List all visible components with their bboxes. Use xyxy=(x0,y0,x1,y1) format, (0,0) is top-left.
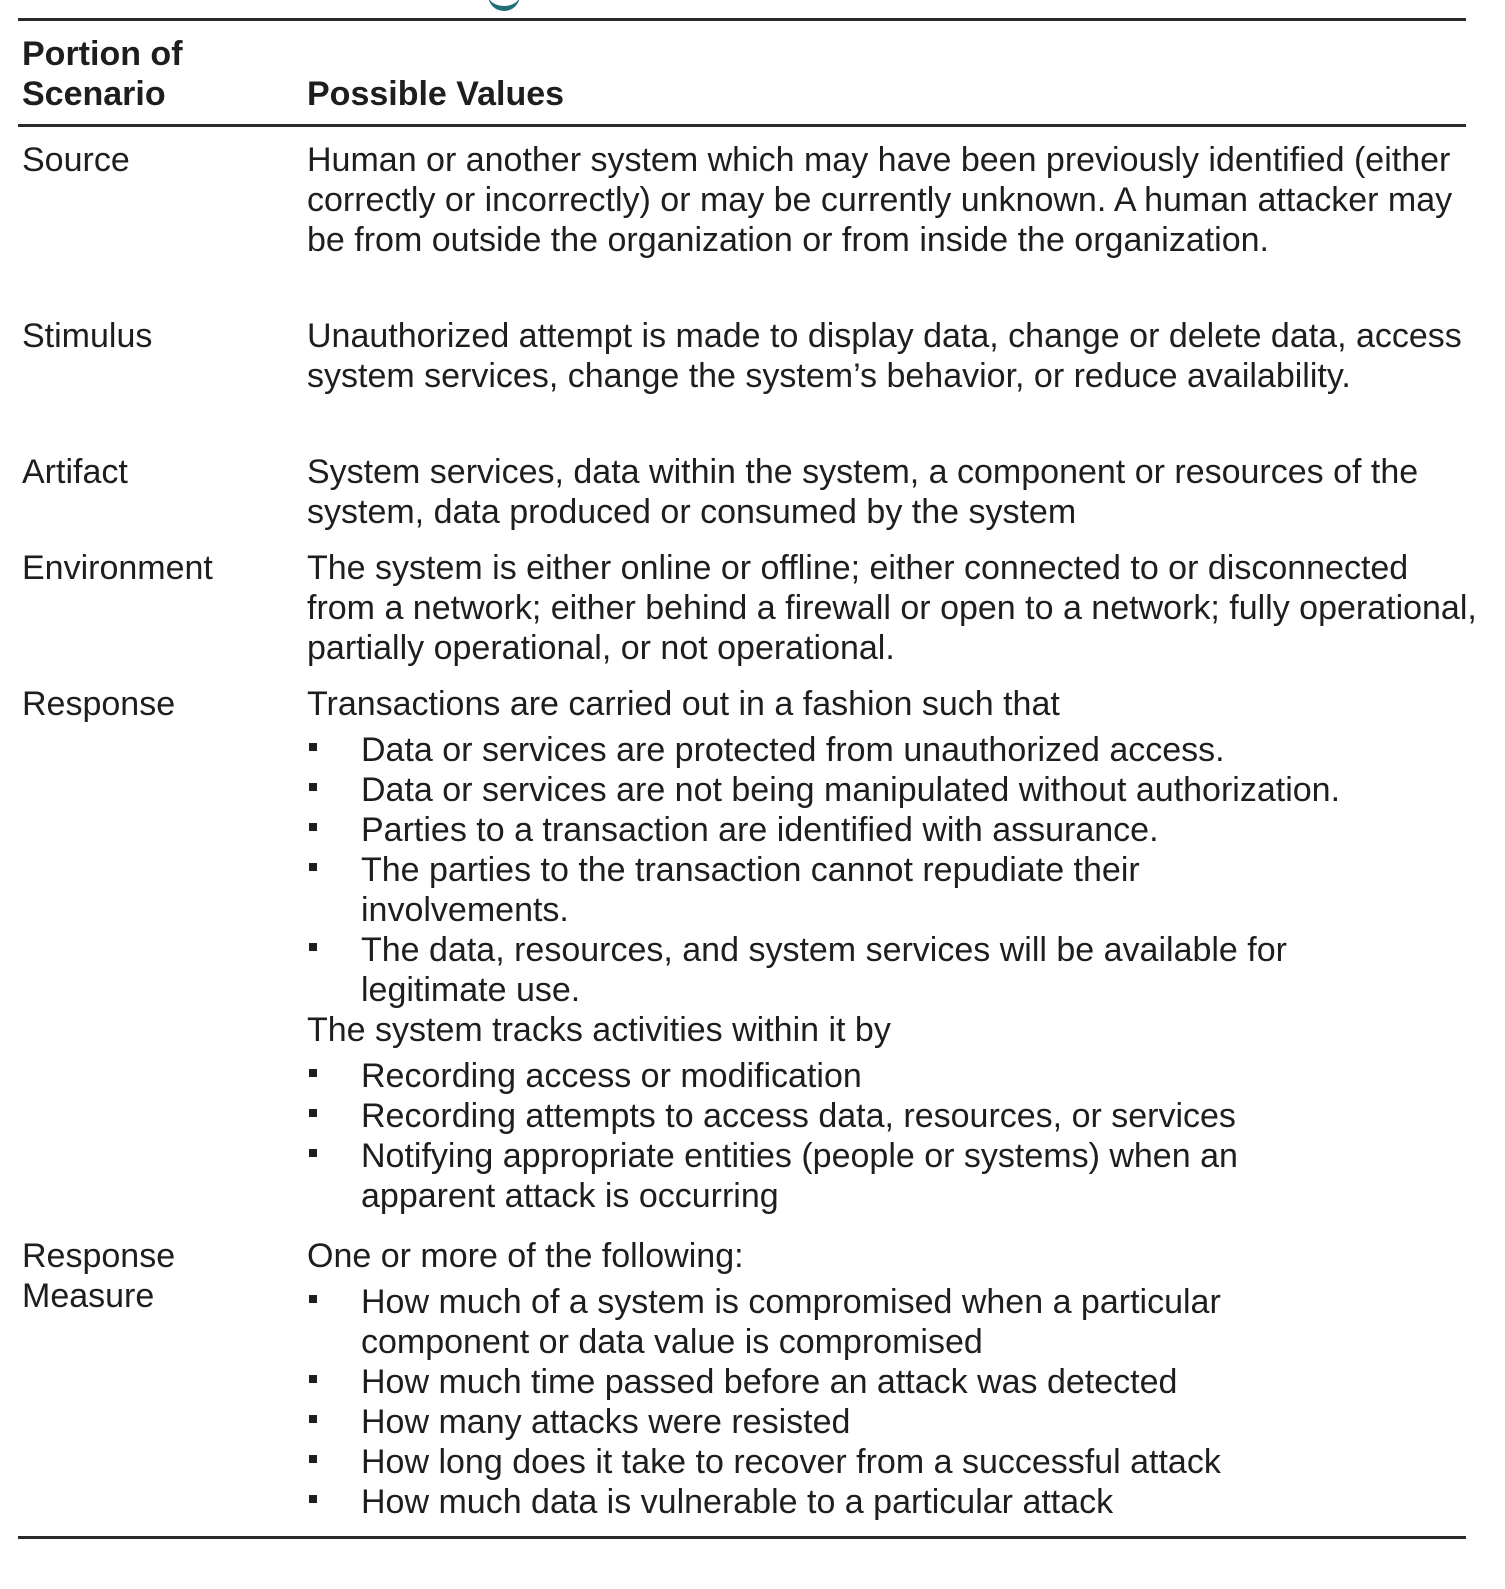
list-item xyxy=(307,770,1477,810)
bullet-icon xyxy=(309,1069,317,1077)
row-text: Unauthorized attempt is made to display data, change or delete data, access system services, change the system’s behavior, or reduce availability. xyxy=(307,317,1462,395)
table-row-source xyxy=(0,140,1505,316)
bullet-icon xyxy=(309,823,317,831)
list-item xyxy=(307,810,1477,850)
bullet-list xyxy=(307,1282,1477,1522)
list-item-text: Data or services are not being manipulated without authorization. xyxy=(361,771,1341,809)
row-label: Environment xyxy=(22,549,213,587)
row-values xyxy=(307,316,1477,396)
list-item xyxy=(307,1096,1477,1136)
table-bottom-rule xyxy=(18,1536,1466,1539)
bullet-icon xyxy=(309,863,317,871)
row-intro: One or more of the following: xyxy=(307,1237,744,1275)
list-item-text: Parties to a transaction are identified with assurance. xyxy=(361,811,1159,849)
list-item xyxy=(307,1282,1477,1362)
bullet-icon xyxy=(309,1295,317,1303)
list-item-text: Recording attempts to access data, resources, or services xyxy=(361,1097,1236,1135)
list-item xyxy=(307,850,1477,930)
table-row-stimulus xyxy=(0,316,1505,452)
row-values xyxy=(307,140,1477,260)
list-item-text: How much of a system is compromised when a particular component or data value is compromised xyxy=(361,1283,1221,1361)
list-item xyxy=(307,1362,1477,1402)
row-label: Response xyxy=(22,685,176,723)
list-item-text: How much time passed before an attack was detected xyxy=(361,1363,1178,1401)
bullet-list xyxy=(307,1056,1477,1216)
list-item-text: How many attacks were resisted xyxy=(361,1403,851,1441)
row-intro: The system tracks activities within it by xyxy=(307,1011,891,1049)
list-item-text: The data, resources, and system services will be available for legitimate use. xyxy=(361,931,1287,1009)
table-row-response-measure xyxy=(0,1236,1505,1536)
list-item-text: Notifying appropriate entities (people or systems) when an apparent attack is occurring xyxy=(361,1137,1238,1215)
row-label: Stimulus xyxy=(22,317,153,355)
decorative-mark xyxy=(488,0,520,11)
bullet-icon xyxy=(309,1455,317,1463)
bullet-icon xyxy=(309,943,317,951)
row-text: Human or another system which may have been previously identified (either correctly or incorrectly) or may be currently unknown. A human attacker may be from outside the organization or from inside the organization. xyxy=(307,141,1453,259)
list-item xyxy=(307,1402,1477,1442)
table-row-response xyxy=(0,684,1505,1236)
table-body xyxy=(0,140,1505,1536)
table-row-environment xyxy=(0,548,1505,684)
row-label: Source xyxy=(22,141,130,179)
row-label: Artifact xyxy=(22,453,128,491)
bullet-icon xyxy=(309,1375,317,1383)
row-label: Response Measure xyxy=(22,1237,176,1315)
list-item-text: Recording access or modification xyxy=(361,1057,862,1095)
list-item xyxy=(307,1136,1477,1216)
row-text: The system is either online or offline; either connected to or disconnected from a network; either behind a firewall or open to a network; fully operational, partially operational, or not operational. xyxy=(307,549,1477,667)
bullet-icon xyxy=(309,1415,317,1423)
bullet-list xyxy=(307,730,1477,1010)
table-header xyxy=(0,34,1505,120)
list-item-text: How much data is vulnerable to a particular attack xyxy=(361,1483,1114,1521)
bullet-icon xyxy=(309,783,317,791)
row-values xyxy=(307,684,1477,1216)
list-item-text: The parties to the transaction cannot repudiate their involvements. xyxy=(361,851,1140,929)
row-values xyxy=(307,1236,1477,1522)
table-header-rule xyxy=(18,124,1466,127)
table-row-artifact xyxy=(0,452,1505,548)
bullet-icon xyxy=(309,1495,317,1503)
header-portion-of-scenario: Portion of Scenario xyxy=(22,35,183,113)
bullet-icon xyxy=(309,1149,317,1157)
row-values xyxy=(307,452,1477,532)
bullet-icon xyxy=(309,1109,317,1117)
list-item xyxy=(307,1056,1477,1096)
list-item-text: How long does it take to recover from a successful attack xyxy=(361,1443,1221,1481)
bullet-icon xyxy=(309,743,317,751)
table-top-rule xyxy=(18,18,1466,21)
list-item-text: Data or services are protected from unauthorized access. xyxy=(361,731,1225,769)
list-item xyxy=(307,1442,1477,1482)
header-possible-values: Possible Values xyxy=(307,75,565,113)
list-item xyxy=(307,730,1477,770)
list-item xyxy=(307,930,1477,1010)
row-text: System services, data within the system, a component or resources of the system, data produced or consumed by the system xyxy=(307,453,1419,531)
row-intro: Transactions are carried out in a fashion such that xyxy=(307,685,1060,723)
row-values xyxy=(307,548,1477,668)
list-item xyxy=(307,1482,1477,1522)
